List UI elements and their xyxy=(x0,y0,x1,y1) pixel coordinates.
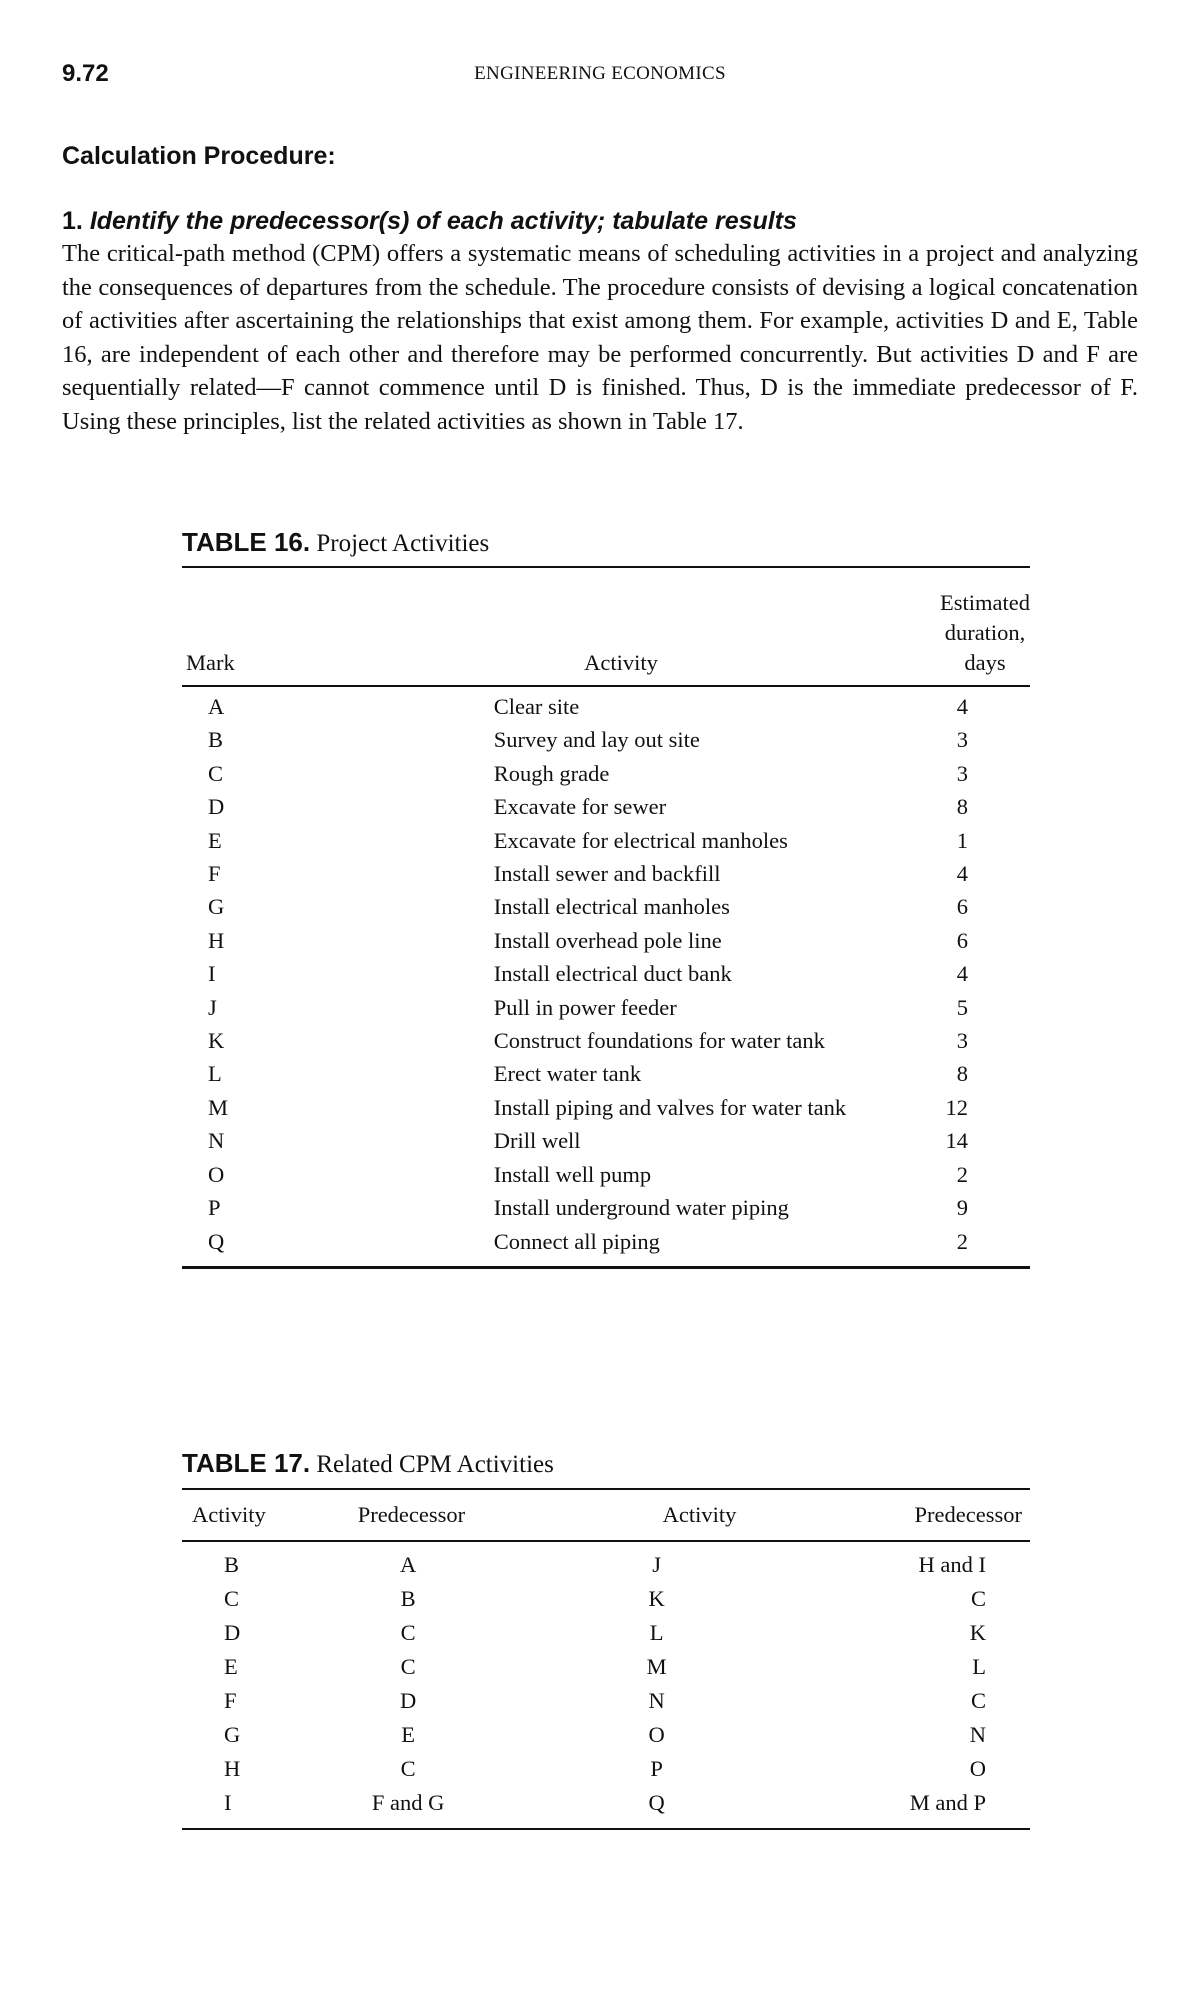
table17-predecessor-cell: L xyxy=(972,1654,986,1679)
table16-activity-cell: Drill well xyxy=(493,1128,581,1154)
table16-mark-cell: D xyxy=(208,794,225,820)
table17-row xyxy=(182,1684,1030,1718)
running-head xyxy=(62,60,1138,94)
table17-activity-cell: F xyxy=(224,1688,237,1713)
table16-mark-cell: L xyxy=(208,1061,222,1087)
table16-header-rule xyxy=(182,685,1030,687)
table16-row xyxy=(182,957,1030,990)
table16-mark-cell: G xyxy=(208,894,225,920)
table16-activity-cell: Construct foundations for water tank xyxy=(493,1028,825,1054)
step-title: Identify the predecessor(s) of each activity; tabulate results xyxy=(89,207,797,235)
table17-activity-cell: H xyxy=(224,1756,241,1781)
table17-title: Related CPM Activities xyxy=(316,1451,554,1478)
table17-label: TABLE 17. xyxy=(182,1448,311,1478)
table16-activity-cell: Clear site xyxy=(493,694,580,719)
table16-body xyxy=(182,690,1030,1258)
table16-duration-cell: 9 xyxy=(956,1195,968,1221)
table16-duration-cell: 12 xyxy=(945,1094,968,1120)
table16-mark-cell: E xyxy=(208,827,222,853)
table17-header-activity-1: Activity xyxy=(192,1502,266,1527)
table17-row xyxy=(182,1548,1030,1582)
table16-row xyxy=(182,890,1030,923)
table16-duration-cell: 8 xyxy=(956,1061,968,1087)
table17-predecessor-cell: C xyxy=(400,1654,416,1679)
table17-activity-cell: I xyxy=(224,1790,232,1815)
table16-duration-cell: 6 xyxy=(956,927,968,953)
table17-activity-cell: D xyxy=(224,1620,241,1645)
table16-duration-cell: 6 xyxy=(956,894,968,920)
table16-title: Project Activities xyxy=(316,530,490,557)
table16-header-row xyxy=(182,578,1030,678)
table16-row xyxy=(182,1225,1030,1258)
table16-duration-cell: 8 xyxy=(956,794,968,820)
page-number: 9.72 xyxy=(62,60,109,87)
table17-predecessor-cell: C xyxy=(970,1586,986,1611)
table16-row xyxy=(182,857,1030,890)
table16-bottom-rule xyxy=(182,1266,1030,1269)
table17-predecessor-cell: C xyxy=(970,1688,986,1713)
table17-activity-cell: P xyxy=(650,1756,663,1781)
table16-duration-cell: 2 xyxy=(956,1161,968,1187)
table16-activity-cell: Install electrical manholes xyxy=(493,894,730,920)
table17-predecessor-cell: B xyxy=(400,1586,416,1611)
table17-caption xyxy=(182,1448,554,1479)
table16-mark-cell: J xyxy=(208,994,217,1020)
table16-activity-cell: Erect water tank xyxy=(493,1061,642,1087)
table16-mark-cell: B xyxy=(208,727,224,753)
table17-header-predecessor-1: Predecessor xyxy=(357,1502,466,1527)
table16-top-rule xyxy=(182,566,1030,568)
table17-predecessor-cell: M and P xyxy=(909,1790,986,1815)
table17-predecessor-cell: E xyxy=(401,1722,415,1747)
step-number: 1. xyxy=(62,207,83,235)
table16-mark-cell: O xyxy=(208,1161,225,1187)
table17-header-row xyxy=(182,1492,1030,1538)
table17-activity-cell: O xyxy=(648,1722,665,1747)
table16-row xyxy=(182,924,1030,957)
table16-mark-cell: F xyxy=(208,861,221,887)
table16-mark-cell: N xyxy=(208,1128,225,1154)
table16-row xyxy=(182,824,1030,857)
table16-mark-cell: M xyxy=(208,1094,229,1120)
table16-activity-cell: Install sewer and backfill xyxy=(493,861,721,887)
table17-predecessor-cell: F and G xyxy=(371,1790,445,1815)
table17-header-rule xyxy=(182,1540,1030,1542)
table17-activity-cell: L xyxy=(649,1620,664,1645)
table16-header-activity: Activity xyxy=(584,650,658,675)
table17-activity-cell: G xyxy=(224,1722,241,1747)
table16-mark-cell: Q xyxy=(208,1228,225,1254)
table16-activity-cell: Pull in power feeder xyxy=(493,994,677,1020)
table16-row xyxy=(182,1057,1030,1090)
section-heading: Calculation Procedure: xyxy=(62,142,336,170)
table17-predecessor-cell: D xyxy=(400,1688,417,1713)
table16-row xyxy=(182,1158,1030,1191)
table16-row xyxy=(182,991,1030,1024)
table16-duration-cell: 2 xyxy=(956,1228,968,1254)
table16-row xyxy=(182,790,1030,823)
table17-predecessor-cell: C xyxy=(400,1756,416,1781)
table17-top-rule xyxy=(182,1488,1030,1490)
table17-bottom-rule xyxy=(182,1828,1030,1830)
table17-row xyxy=(182,1718,1030,1752)
table17-activity-cell: K xyxy=(648,1586,665,1611)
table16-activity-cell: Survey and lay out site xyxy=(493,727,700,753)
table16-duration-cell: 4 xyxy=(956,961,968,987)
table16-duration-cell: 1 xyxy=(956,827,968,853)
table17-predecessor-cell: H and I xyxy=(918,1552,986,1577)
table17-activity-cell: N xyxy=(648,1688,665,1713)
table16-duration-cell: 4 xyxy=(956,694,968,719)
running-title: ENGINEERING ECONOMICS xyxy=(474,63,726,84)
table16-activity-cell: Install piping and valves for water tank xyxy=(493,1094,847,1120)
table17-activity-cell: C xyxy=(224,1586,240,1611)
table16-mark-cell: I xyxy=(208,961,216,987)
table16-header-mark: Mark xyxy=(186,650,235,675)
table16-duration-cell: 14 xyxy=(945,1128,968,1154)
step-heading xyxy=(62,207,797,236)
table16-row xyxy=(182,723,1030,756)
table16-header-duration: Estimated duration, days xyxy=(940,590,1030,675)
table16-activity-cell: Install overhead pole line xyxy=(493,927,722,953)
table17-header-predecessor-2: Predecessor xyxy=(914,1502,1022,1527)
table17-predecessor-cell: C xyxy=(400,1620,416,1645)
table16-label: TABLE 16. xyxy=(182,527,311,557)
table17-activity-cell: B xyxy=(224,1552,240,1577)
table16-mark-cell: A xyxy=(208,694,225,719)
table16-row xyxy=(182,1124,1030,1157)
table16-row xyxy=(182,690,1030,723)
table17-row xyxy=(182,1786,1030,1820)
body-paragraph: The critical-path method (CPM) offers a systematic means of scheduling activities in a project and analyzing the consequences of departures from the schedule. The procedure consists of devising a logical concatenation of activities after ascertaining the relationships that exist among them. For example, activities D and E, Table 16, are independent of each other and therefore may be performed concurrently. But activities D and F are sequentially related—F cannot commence until D is finished. Thus, D is the immediate predecessor of F. Using these principles, list the related activities as shown in Table 17. xyxy=(62,240,1138,435)
table16-header xyxy=(182,578,1030,678)
table16-row xyxy=(182,1091,1030,1124)
table16-activity-cell: Rough grade xyxy=(493,760,610,786)
table17-activity-cell: E xyxy=(224,1654,238,1679)
table17-row xyxy=(182,1650,1030,1684)
table16-row xyxy=(182,1024,1030,1057)
table17-row xyxy=(182,1616,1030,1650)
table16-caption xyxy=(182,527,489,558)
table17-activity-cell: M xyxy=(646,1654,667,1679)
table16-row xyxy=(182,1191,1030,1224)
table16-duration-cell: 3 xyxy=(956,727,968,753)
table16-activity-cell: Install electrical duct bank xyxy=(493,961,732,987)
table17-predecessor-cell: K xyxy=(969,1620,986,1645)
table16-activity-cell: Connect all piping xyxy=(493,1228,660,1254)
table16-mark-cell: C xyxy=(208,760,224,786)
table17-predecessor-cell: A xyxy=(400,1552,417,1577)
table16-duration-cell: 3 xyxy=(956,1028,968,1054)
table16-duration-cell: 4 xyxy=(956,861,968,887)
table16-mark-cell: H xyxy=(208,927,225,953)
table16-activity-cell: Install well pump xyxy=(493,1161,652,1187)
table16-row xyxy=(182,757,1030,790)
table17-header-activity-2: Activity xyxy=(662,1502,737,1527)
table16-duration-cell: 3 xyxy=(956,760,968,786)
table17-row xyxy=(182,1752,1030,1786)
table17-activity-cell: Q xyxy=(648,1790,665,1815)
table16-duration-cell: 5 xyxy=(956,994,968,1020)
table16-activity-cell: Install underground water piping xyxy=(493,1195,789,1221)
table17-predecessor-cell: N xyxy=(969,1722,986,1747)
table17-body xyxy=(182,1548,1030,1820)
table16-mark-cell: P xyxy=(208,1195,221,1221)
table17-header xyxy=(182,1492,1030,1538)
table17-predecessor-cell: O xyxy=(969,1756,986,1781)
table16-activity-cell: Excavate for sewer xyxy=(493,794,667,820)
table16-mark-cell: K xyxy=(208,1028,225,1054)
table16-activity-cell: Excavate for electrical manholes xyxy=(493,827,788,853)
table17-row xyxy=(182,1582,1030,1616)
table17-activity-cell: J xyxy=(652,1552,662,1577)
